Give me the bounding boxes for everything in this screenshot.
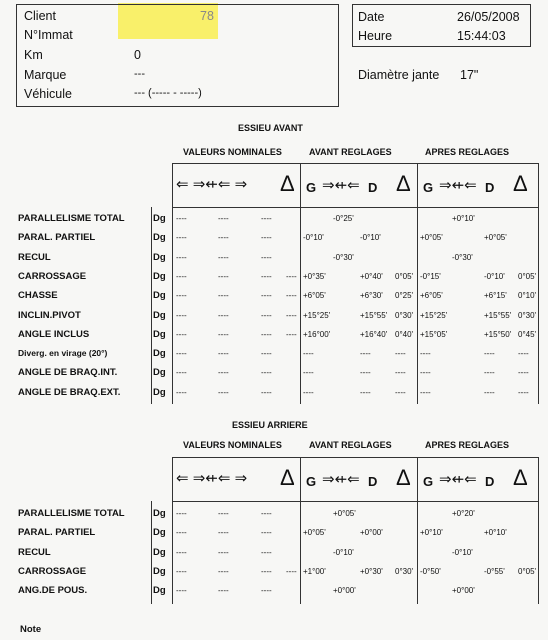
nominal-value: ---- [176, 528, 187, 538]
arrows-icon: ⇐ ⇒⇷⇐ ⇒ [176, 470, 248, 487]
front-frame-div1 [300, 163, 301, 404]
g-label: G [423, 180, 434, 195]
rear-frame-top [172, 457, 538, 458]
avant-value: 0°25' [395, 291, 414, 301]
avant-value: +16°40' [360, 329, 388, 339]
apres-value: +0°20' [452, 509, 475, 518]
row-label: INCLIN.PIVOT [18, 309, 81, 321]
apres-value: ---- [420, 368, 431, 378]
delta-icon: Δ [396, 171, 411, 196]
nominal-value: ---- [176, 214, 187, 223]
avant-value: -0°30' [333, 252, 354, 262]
client-value: 78 [200, 9, 214, 23]
nominal-value: ---- [261, 528, 272, 538]
rear-frame-right [538, 457, 539, 604]
nominal-value: ---- [176, 291, 187, 301]
nominal-value: ---- [218, 547, 229, 557]
apres-value: +15°50' [484, 329, 512, 339]
nominal-value: ---- [176, 233, 187, 243]
km-value: 0 [134, 48, 141, 62]
nominal-value: ---- [176, 586, 187, 596]
avant-value: +6°30' [360, 291, 383, 301]
nominal-value: ---- [261, 310, 272, 320]
nominal-value: ---- [261, 349, 272, 359]
apres-value: +0°00' [452, 586, 475, 596]
nominal-value: ---- [261, 586, 272, 596]
avant-value: -0°25' [333, 214, 354, 223]
apres-value: -0°30' [452, 252, 473, 262]
adjust-arrows-icon: ⇒⇷⇐ [322, 177, 360, 194]
apres-value: +15°25' [420, 310, 448, 320]
apres-value: -0°10' [484, 271, 505, 281]
avant-value: -0°10' [360, 233, 381, 243]
front-avant-header: AVANT REGLAGES [309, 147, 392, 157]
apres-value: ---- [484, 387, 495, 397]
rear-frame-left [172, 457, 173, 604]
unit-label: Dg [153, 565, 166, 577]
nominal-value: ---- [218, 566, 229, 576]
apres-value: +6°05' [420, 291, 443, 301]
nominal-value: ---- [261, 566, 272, 576]
delta-icon: Δ [280, 171, 295, 196]
nominal-value: ---- [218, 214, 229, 223]
nominal-value: ---- [261, 509, 272, 518]
marque-value: --- [134, 68, 145, 80]
vehicule-label: Véhicule [24, 87, 72, 101]
nominal-value: ---- [261, 368, 272, 378]
heure-label: Heure [358, 29, 393, 43]
d-label: D [368, 474, 378, 489]
rear-nominal-header: VALEURS NOMINALES [183, 440, 282, 450]
unit-label: Dg [153, 328, 166, 340]
unit-label: Dg [153, 386, 166, 398]
row-label: CARROSSAGE [18, 270, 87, 282]
apres-value: +0°10' [420, 528, 443, 538]
nominal-value: ---- [261, 252, 272, 262]
avant-value: 0°30' [395, 310, 414, 320]
apres-value: +0°10' [484, 528, 507, 538]
nominal-value: ---- [286, 271, 297, 281]
delta-icon: Δ [513, 465, 528, 490]
avant-value: -0°10' [303, 233, 324, 243]
nominal-value: ---- [176, 252, 187, 262]
heure-value: 15:44:03 [457, 29, 506, 43]
nominal-value: ---- [176, 271, 187, 281]
nominal-value: ---- [261, 233, 272, 243]
avant-value: ---- [395, 387, 406, 397]
unit-label: Dg [153, 527, 166, 539]
avant-value: ---- [360, 387, 371, 397]
apres-value: 0°05' [518, 271, 537, 281]
row-label: ANGLE INCLUS [18, 328, 90, 340]
nominal-value: ---- [218, 252, 229, 262]
apres-value: +15°05' [420, 329, 448, 339]
g-label: G [306, 474, 317, 489]
apres-value: +15°55' [484, 310, 512, 320]
adjust-arrows-icon: ⇒⇷⇐ [439, 177, 477, 194]
nominal-value: ---- [286, 291, 297, 301]
nominal-value: ---- [218, 329, 229, 339]
unit-label: Dg [153, 508, 166, 519]
avant-value: ---- [303, 387, 314, 397]
nominal-value: ---- [218, 233, 229, 243]
avant-value: +0°30' [360, 566, 383, 576]
nominal-value: ---- [218, 509, 229, 518]
front-frame-left [172, 163, 173, 404]
row-label: PARAL. PARTIEL [18, 527, 96, 539]
adjust-arrows-icon: ⇒⇷⇐ [439, 471, 477, 488]
diametre-value: 17" [460, 68, 479, 82]
avant-value: 0°40' [395, 329, 414, 339]
nominal-value: ---- [286, 566, 297, 576]
unit-label: Dg [153, 585, 166, 597]
front-unit-divider [151, 207, 152, 404]
unit-label: Dg [153, 213, 166, 224]
apres-value: ---- [484, 349, 495, 359]
row-label: RECUL [18, 251, 51, 263]
apres-value: -0°50' [420, 566, 441, 576]
rear-unit-divider [151, 501, 152, 604]
front-frame-div2 [417, 163, 418, 404]
g-label: G [306, 180, 317, 195]
unit-label: Dg [153, 232, 166, 244]
front-frame-mid [172, 207, 538, 208]
rear-frame-div1 [300, 457, 301, 604]
front-apres-header: APRES REGLAGES [425, 147, 510, 157]
nominal-value: ---- [176, 547, 187, 557]
nominal-value: ---- [286, 329, 297, 339]
immat-label: N°Immat [24, 28, 73, 42]
km-label: Km [24, 48, 43, 62]
d-label: D [368, 180, 378, 195]
delta-icon: Δ [280, 465, 295, 490]
nominal-value: ---- [261, 329, 272, 339]
nominal-value: ---- [176, 349, 187, 359]
nominal-value: ---- [176, 329, 187, 339]
apres-value: +0°05' [484, 233, 507, 243]
g-label: G [423, 474, 434, 489]
arrows-icon: ⇐ ⇒⇷⇐ ⇒ [176, 176, 248, 193]
front-frame-right [538, 163, 539, 404]
nominal-value: ---- [218, 368, 229, 378]
nominal-value: ---- [218, 291, 229, 301]
nominal-value: ---- [176, 387, 187, 397]
note-label: Note [20, 624, 42, 635]
avant-value: +0°05' [333, 509, 356, 518]
nominal-value: ---- [176, 566, 187, 576]
nominal-value: ---- [218, 310, 229, 320]
apres-value: 0°05' [518, 566, 537, 576]
unit-label: Dg [153, 367, 166, 379]
nominal-value: ---- [176, 509, 187, 518]
apres-value: +0°10' [452, 214, 475, 223]
avant-value: +0°00' [333, 586, 356, 596]
unit-label: Dg [153, 290, 166, 302]
row-label: CHASSE [18, 290, 58, 302]
avant-value: ---- [360, 368, 371, 378]
avant-value: +16°00' [303, 329, 331, 339]
apres-value: ---- [518, 387, 529, 397]
delta-icon: Δ [396, 465, 411, 490]
avant-value: +15°55' [360, 310, 388, 320]
diametre-label: Diamètre jante [358, 68, 440, 82]
apres-value: +0°05' [420, 233, 443, 243]
apres-value: 0°10' [518, 291, 537, 301]
nominal-value: ---- [218, 528, 229, 538]
avant-value: ---- [303, 349, 314, 359]
client-label: Client [24, 9, 56, 23]
apres-value: +6°15' [484, 291, 507, 301]
apres-value: ---- [420, 349, 431, 359]
rear-avant-header: AVANT REGLAGES [309, 440, 392, 450]
row-label: PARALLELISME TOTAL [18, 213, 125, 224]
unit-label: Dg [153, 546, 166, 558]
marque-label: Marque [24, 68, 67, 82]
nominal-value: ---- [261, 387, 272, 397]
row-label: RECUL [18, 546, 51, 558]
apres-value: -0°10' [452, 547, 473, 557]
row-label: ANG.DE POUS. [18, 585, 88, 597]
apres-value: ---- [484, 368, 495, 378]
date-label: Date [358, 10, 385, 24]
apres-value: ---- [420, 387, 431, 397]
row-label: CARROSSAGE [18, 565, 87, 577]
avant-value: ---- [395, 368, 406, 378]
avant-value: +15°25' [303, 310, 331, 320]
avant-value: ---- [360, 349, 371, 359]
nominal-value: ---- [261, 271, 272, 281]
nominal-value: ---- [218, 349, 229, 359]
nominal-value: ---- [286, 310, 297, 320]
avant-value: +0°35' [303, 271, 326, 281]
unit-label: Dg [153, 348, 166, 360]
front-nominal-header: VALEURS NOMINALES [183, 147, 282, 157]
avant-value: +6°05' [303, 291, 326, 301]
avant-value: ---- [303, 368, 314, 378]
date-value: 26/05/2008 [457, 10, 520, 24]
unit-label: Dg [153, 251, 166, 263]
row-label: ANGLE DE BRAQ.INT. [18, 367, 118, 379]
nominal-value: ---- [176, 368, 187, 378]
row-label: PARAL. PARTIEL [18, 232, 96, 244]
avant-value: +0°00' [360, 528, 383, 538]
front-section-title: ESSIEU AVANT [238, 123, 303, 133]
apres-value: 0°30' [518, 310, 537, 320]
adjust-arrows-icon: ⇒⇷⇐ [322, 471, 360, 488]
rear-frame-mid [172, 501, 538, 502]
nominal-value: ---- [218, 271, 229, 281]
apres-value: ---- [518, 368, 529, 378]
apres-value: ---- [518, 349, 529, 359]
delta-icon: Δ [513, 171, 528, 196]
d-label: D [485, 474, 495, 489]
row-label: ANGLE DE BRAQ.EXT. [18, 386, 121, 398]
nominal-value: ---- [176, 310, 187, 320]
rear-apres-header: APRES REGLAGES [425, 440, 510, 450]
row-label: Diverg. en virage (20°) [18, 348, 108, 359]
nominal-value: ---- [261, 547, 272, 557]
row-label: PARALLELISME TOTAL [18, 508, 125, 519]
avant-value: ---- [395, 349, 406, 359]
vehicule-value: --- (----- - -----) [134, 87, 202, 99]
nominal-value: ---- [261, 214, 272, 223]
d-label: D [485, 180, 495, 195]
avant-value: -0°10' [333, 547, 354, 557]
avant-value: +1°00' [303, 566, 326, 576]
nominal-value: ---- [261, 291, 272, 301]
front-frame-top [172, 163, 538, 164]
unit-label: Dg [153, 270, 166, 282]
apres-value: -0°15' [420, 271, 441, 281]
nominal-value: ---- [218, 586, 229, 596]
avant-value: +0°40' [360, 271, 383, 281]
rear-section-title: ESSIEU ARRIERE [232, 420, 308, 430]
avant-value: +0°05' [303, 528, 326, 538]
avant-value: 0°05' [395, 271, 414, 281]
avant-value: 0°30' [395, 566, 414, 576]
unit-label: Dg [153, 309, 166, 321]
apres-value: 0°45' [518, 329, 537, 339]
rear-frame-div2 [417, 457, 418, 604]
nominal-value: ---- [218, 387, 229, 397]
apres-value: -0°55' [484, 566, 505, 576]
